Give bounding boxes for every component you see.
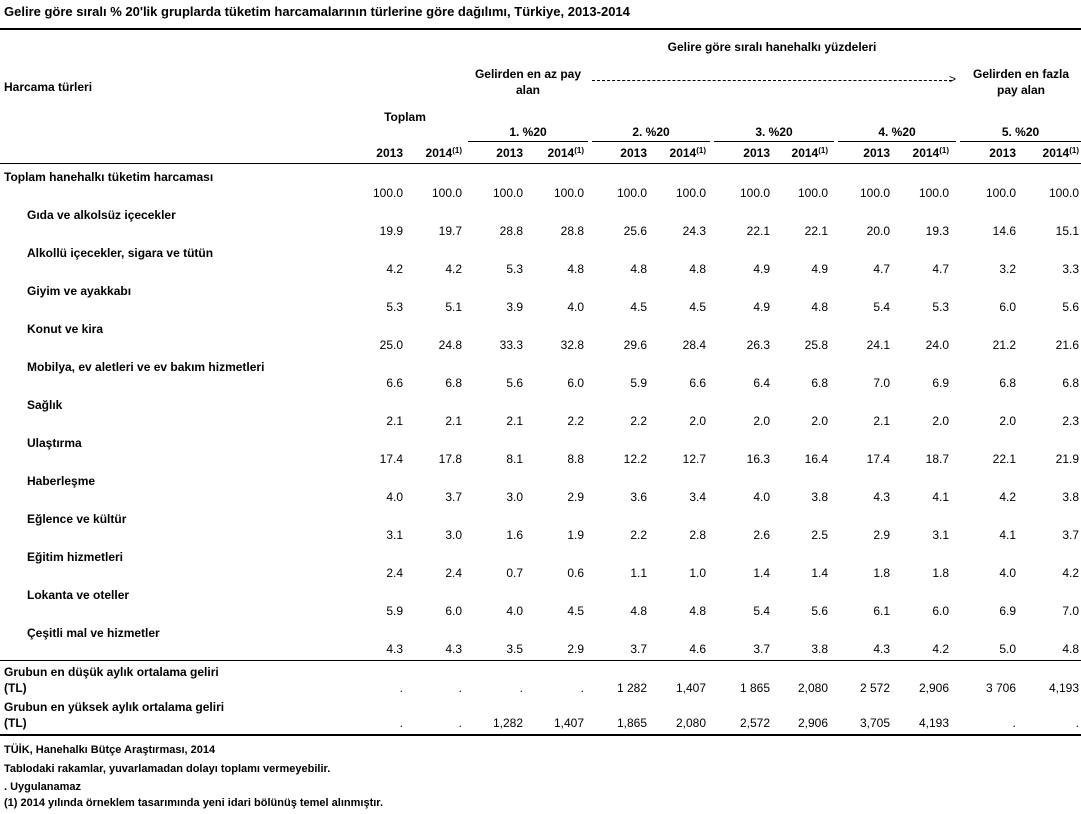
table-cell: 2.3 [1062, 414, 1079, 428]
year-label [402, 146, 462, 160]
table-cell: 4.8 [689, 262, 706, 276]
table-cell: 4.8 [689, 604, 706, 618]
table-cell: 4.9 [811, 262, 828, 276]
table-cell: 1.8 [873, 566, 890, 580]
table-cell: . [458, 681, 462, 695]
footnote-mark: (1) [574, 146, 584, 155]
table-cell: 4.8 [567, 262, 584, 276]
table-cell: 2.4 [386, 566, 403, 580]
year-label [646, 146, 706, 160]
quintile-label: 2. %20 [632, 125, 670, 139]
table-cell: 100.0 [372, 186, 403, 200]
total-header: Toplam [384, 110, 426, 124]
table-cell: . [458, 716, 462, 730]
table-cell: 2,080 [675, 716, 706, 730]
income-label: Grubun en düşük aylık ortalama geliri [4, 665, 219, 679]
table-cell: 5.1 [445, 300, 462, 314]
table-cell: 4.1 [999, 528, 1016, 542]
table-cell: 6.6 [386, 376, 403, 390]
table-cell: 18.7 [925, 452, 949, 466]
year-label [956, 146, 1016, 160]
table-cell: 6.9 [999, 604, 1016, 618]
table-cell: 6.0 [932, 604, 949, 618]
table-cell: 3.6 [630, 490, 647, 504]
table-cell: 4.7 [932, 262, 949, 276]
row-label: Gıda ve alkolsüz içecekler [27, 208, 176, 222]
table-cell: 4.2 [386, 262, 403, 276]
income-label: Grubun en yüksek aylık ortalama geliri [4, 700, 225, 714]
table-cell: 4.5 [689, 300, 706, 314]
table-cell: 19.3 [925, 224, 949, 238]
table-cell: 5.6 [811, 604, 828, 618]
table-cell: 4.9 [753, 262, 770, 276]
row-label: Konut ve kira [27, 322, 104, 336]
arrow-head-icon: > [949, 72, 957, 86]
table-cell: 5.3 [506, 262, 523, 276]
year-label [830, 146, 890, 160]
table-cell: 100.0 [918, 186, 949, 200]
table-cell: 2.5 [811, 528, 828, 542]
table-cell: 22.1 [804, 224, 828, 238]
table-cell: 1,282 [492, 716, 523, 730]
table-cell: . [519, 681, 523, 695]
table-cell: 100.0 [1048, 186, 1079, 200]
table-cell: 1.4 [753, 566, 770, 580]
table-cell: 2.1 [873, 414, 890, 428]
table-cell: 7.0 [1062, 604, 1079, 618]
year-text: 2013 [863, 146, 890, 160]
table-cell: 6.9 [932, 376, 949, 390]
table-cell: 4.0 [386, 490, 403, 504]
table-cell: 4.0 [567, 300, 584, 314]
table-cell: 4.5 [567, 604, 584, 618]
table-cell: 3.0 [506, 490, 523, 504]
row-header-label: Harcama türleri [4, 80, 93, 94]
table-cell: 4.5 [630, 300, 647, 314]
year-text: 2013 [989, 146, 1016, 160]
lowest-income-label: Gelirden en az pay alan [474, 67, 582, 97]
group-title: Gelire göre sıralı hanehalkı yüzdeleri [667, 40, 877, 54]
table-cell: 100.0 [675, 186, 706, 200]
footnote-sample: (1) 2014 yılında örneklem tasarımında yeni idari bölünüş temel alınmıştır. [4, 797, 384, 809]
table-cell: 21.6 [1055, 338, 1079, 352]
quintile-label: 1. %20 [509, 125, 547, 139]
quintile-label: 3. %20 [755, 125, 793, 139]
table-cell: 21.2 [992, 338, 1016, 352]
table-cell: 28.8 [560, 224, 584, 238]
table-cell: 2 572 [859, 681, 890, 695]
table-cell: 3,705 [859, 716, 890, 730]
footnote-mark: (1) [1069, 146, 1079, 155]
table-cell: 3.2 [999, 262, 1016, 276]
year-text: 2013 [496, 146, 523, 160]
table-cell: 1.0 [689, 566, 706, 580]
table-cell: 24.3 [682, 224, 706, 238]
year-text: 2013 [376, 146, 403, 160]
bottom-rule [0, 734, 1081, 736]
table-cell: 3.7 [753, 642, 770, 656]
table-cell: 6.0 [999, 300, 1016, 314]
table-cell: 6.8 [445, 376, 462, 390]
table-cell: 28.8 [499, 224, 523, 238]
table-cell: 4.3 [386, 642, 403, 656]
table-cell: 4.2 [932, 642, 949, 656]
table-cell: 15.1 [1055, 224, 1079, 238]
table-cell: 5.9 [386, 604, 403, 618]
table-cell: 2.0 [753, 414, 770, 428]
table-cell: 16.4 [804, 452, 828, 466]
row-label: Eğlence ve kültür [27, 512, 127, 526]
table-cell: 14.6 [992, 224, 1016, 238]
table-cell: 4.9 [753, 300, 770, 314]
table-cell: 20.0 [866, 224, 890, 238]
table-cell: 21.9 [1055, 452, 1079, 466]
table-cell: . [399, 681, 403, 695]
table-cell: 8.8 [567, 452, 584, 466]
table-cell: 100.0 [859, 186, 890, 200]
table-cell: 32.8 [560, 338, 584, 352]
table-cell: 12.2 [623, 452, 647, 466]
table-cell: 1.6 [506, 528, 523, 542]
table-cell: 5.6 [506, 376, 523, 390]
quintile-label: 5. %20 [1001, 125, 1040, 139]
table-cell: 6.8 [1062, 376, 1079, 390]
table-cell: 3.3 [1062, 262, 1079, 276]
table-cell: 5.3 [932, 300, 949, 314]
table-cell: 22.1 [746, 224, 770, 238]
income-label-unit: (TL) [4, 716, 27, 730]
row-label: Alkollü içecekler, sigara ve tütün [27, 246, 214, 260]
year-text: 2014 [1042, 146, 1070, 160]
table-cell: 19.7 [438, 224, 462, 238]
table-cell: 2.6 [753, 528, 770, 542]
footnote-not-applicable: . Uygulanamaz [4, 781, 82, 793]
table-cell: 25.0 [379, 338, 403, 352]
table-cell: 2.9 [567, 490, 584, 504]
table-cell: 4.0 [506, 604, 523, 618]
header-rule [0, 163, 1081, 164]
table-cell: 33.3 [499, 338, 523, 352]
table-cell: 4.0 [999, 566, 1016, 580]
table-cell: 6.8 [811, 376, 828, 390]
footnote-rounding: Tablodaki rakamlar, yuvarlamadan dolayı toplamı vermeyebilir. [4, 763, 331, 775]
table-cell: 17.4 [866, 452, 890, 466]
table-cell: 12.7 [682, 452, 706, 466]
table-cell: 2.0 [999, 414, 1016, 428]
table-cell: 29.6 [623, 338, 647, 352]
table-cell: 3.9 [506, 300, 523, 314]
table-cell: 25.8 [804, 338, 828, 352]
table-cell: 4,193 [918, 716, 949, 730]
table-cell: . [399, 716, 403, 730]
table-cell: 3.1 [932, 528, 949, 542]
table-cell: . [580, 681, 584, 695]
table-cell: 1,407 [553, 716, 584, 730]
table-cell: 3.0 [445, 528, 462, 542]
table-cell: 4.2 [445, 262, 462, 276]
table-cell: 5.4 [873, 300, 890, 314]
footnote-source: TÜİK, Hanehalkı Bütçe Araştırması, 2014 [4, 744, 216, 756]
table-cell: 2,572 [739, 716, 770, 730]
year-label [1019, 146, 1079, 160]
table-cell: 2.2 [630, 414, 647, 428]
table-cell: 1,865 [616, 716, 647, 730]
table-cell: 4,193 [1048, 681, 1079, 695]
table-cell: 2.2 [630, 528, 647, 542]
footnote-mark: (1) [452, 146, 462, 155]
table-cell: 2.8 [689, 528, 706, 542]
table-cell: 3.7 [1062, 528, 1079, 542]
table-cell: 1.4 [811, 566, 828, 580]
row-label: Mobilya, ev aletleri ve ev bakım hizmetleri [27, 360, 265, 374]
table-cell: 4.0 [753, 490, 770, 504]
table-cell: 6.8 [999, 376, 1016, 390]
table-cell: 100.0 [797, 186, 828, 200]
table-cell: . [1012, 716, 1016, 730]
table-cell: 2,080 [797, 681, 828, 695]
table-cell: 2.0 [811, 414, 828, 428]
year-label [524, 146, 584, 160]
table-cell: 1 282 [616, 681, 647, 695]
year-label [463, 146, 523, 160]
income-label-unit: (TL) [4, 681, 27, 695]
quintile-underline [468, 141, 588, 142]
table-cell: 24.0 [925, 338, 949, 352]
table-cell: 3.4 [689, 490, 706, 504]
table-cell: 2.1 [386, 414, 403, 428]
table-cell: 26.3 [746, 338, 770, 352]
table-cell: 1.9 [567, 528, 584, 542]
table-cell: 16.3 [746, 452, 770, 466]
quintile-label: 4. %20 [878, 125, 916, 139]
table-cell: 3 706 [985, 681, 1016, 695]
table-cell: 24.1 [866, 338, 890, 352]
table-cell: 2.9 [873, 528, 890, 542]
highest-income-label: Gelirden en fazla pay alan [972, 67, 1070, 97]
table-cell: 3.7 [445, 490, 462, 504]
table-cell: 17.8 [438, 452, 462, 466]
table-cell: 0.6 [567, 566, 584, 580]
year-text: 2013 [620, 146, 647, 160]
table-cell: 6.0 [445, 604, 462, 618]
row-label: Çeşitli mal ve hizmetler [27, 626, 160, 640]
year-label [768, 146, 828, 160]
table-cell: 7.0 [873, 376, 890, 390]
row-label: Lokanta ve oteller [27, 588, 130, 602]
row-label: Giyim ve ayakkabı [27, 284, 132, 298]
table-cell: 22.1 [992, 452, 1016, 466]
table-cell: 3.1 [386, 528, 403, 542]
table-cell: 5.9 [630, 376, 647, 390]
table-cell: 1 865 [739, 681, 770, 695]
table-cell: 2.0 [932, 414, 949, 428]
quintile-underline [960, 141, 1081, 142]
table-cell: 3.8 [811, 490, 828, 504]
table-cell: 4.2 [1062, 566, 1079, 580]
table-cell: 4.1 [932, 490, 949, 504]
table-cell: 5.4 [753, 604, 770, 618]
quintile-underline [714, 141, 834, 142]
table-cell: 4.2 [999, 490, 1016, 504]
table-cell: 4.8 [630, 604, 647, 618]
table-cell: 6.6 [689, 376, 706, 390]
table-cell: 2.1 [506, 414, 523, 428]
table-cell: 4.8 [630, 262, 647, 276]
year-text: 2013 [743, 146, 770, 160]
year-label [343, 146, 403, 160]
table-cell: . [1075, 716, 1079, 730]
table-cell: 25.6 [623, 224, 647, 238]
table-cell: 4.3 [873, 642, 890, 656]
table-cell: 6.4 [753, 376, 770, 390]
table-title: Gelire göre sıralı % 20'lik gruplarda tüketim harcamalarının türlerine göre dağılımı, Türkiye, 2013-2014 [4, 4, 630, 19]
row-label: Haberleşme [27, 474, 96, 488]
table-cell: 2.9 [567, 642, 584, 656]
year-label [710, 146, 770, 160]
table-cell: 1.1 [630, 566, 647, 580]
year-text: 2014 [547, 146, 575, 160]
table-cell: 2.2 [567, 414, 584, 428]
table-cell: 3.8 [811, 642, 828, 656]
table-cell: 24.8 [438, 338, 462, 352]
table-cell: 4.8 [811, 300, 828, 314]
row-label: Eğitim hizmetleri [27, 550, 124, 564]
table-cell: 3.8 [1062, 490, 1079, 504]
table-cell: 100.0 [431, 186, 462, 200]
table-cell: 4.3 [445, 642, 462, 656]
top-rule [0, 28, 1081, 30]
table-cell: 100.0 [553, 186, 584, 200]
table-cell: 5.3 [386, 300, 403, 314]
table-cell: 4.7 [873, 262, 890, 276]
table-cell: 2.1 [445, 414, 462, 428]
table-cell: 1.8 [932, 566, 949, 580]
row-label: Ulaştırma [27, 436, 82, 450]
year-text: 2014 [425, 146, 453, 160]
table-cell: 100.0 [492, 186, 523, 200]
year-text: 2014 [669, 146, 697, 160]
year-text: 2014 [791, 146, 819, 160]
table-cell: 5.0 [999, 642, 1016, 656]
table-cell: 2.0 [689, 414, 706, 428]
income-rule [0, 660, 1081, 661]
row-label: Toplam hanehalkı tüketim harcaması [4, 170, 214, 184]
table-cell: 17.4 [379, 452, 403, 466]
table-cell: 4.6 [689, 642, 706, 656]
year-text: 2014 [912, 146, 940, 160]
year-label [587, 146, 647, 160]
table-cell: 100.0 [985, 186, 1016, 200]
table-cell: 6.0 [567, 376, 584, 390]
table-cell: 3.5 [506, 642, 523, 656]
table-cell: 4.3 [873, 490, 890, 504]
row-label: Sağlık [27, 398, 63, 412]
table-cell: 2.4 [445, 566, 462, 580]
year-label [889, 146, 949, 160]
quintile-underline [592, 141, 710, 142]
footnote-mark: (1) [696, 146, 706, 155]
table-cell: 100.0 [616, 186, 647, 200]
quintile-underline [838, 141, 956, 142]
table-cell: 2,906 [918, 681, 949, 695]
footnote-mark: (1) [818, 146, 828, 155]
table-cell: 2,906 [797, 716, 828, 730]
footnote-mark: (1) [939, 146, 949, 155]
arrow-line [592, 80, 952, 81]
table-cell: 5.6 [1062, 300, 1079, 314]
table-cell: 28.4 [682, 338, 706, 352]
table-cell: 1,407 [675, 681, 706, 695]
table-cell: 4.8 [1062, 642, 1079, 656]
table-cell: 3.7 [630, 642, 647, 656]
table-cell: 0.7 [506, 566, 523, 580]
table-cell: 19.9 [379, 224, 403, 238]
table-cell: 100.0 [739, 186, 770, 200]
table-cell: 6.1 [873, 604, 890, 618]
table-cell: 8.1 [506, 452, 523, 466]
